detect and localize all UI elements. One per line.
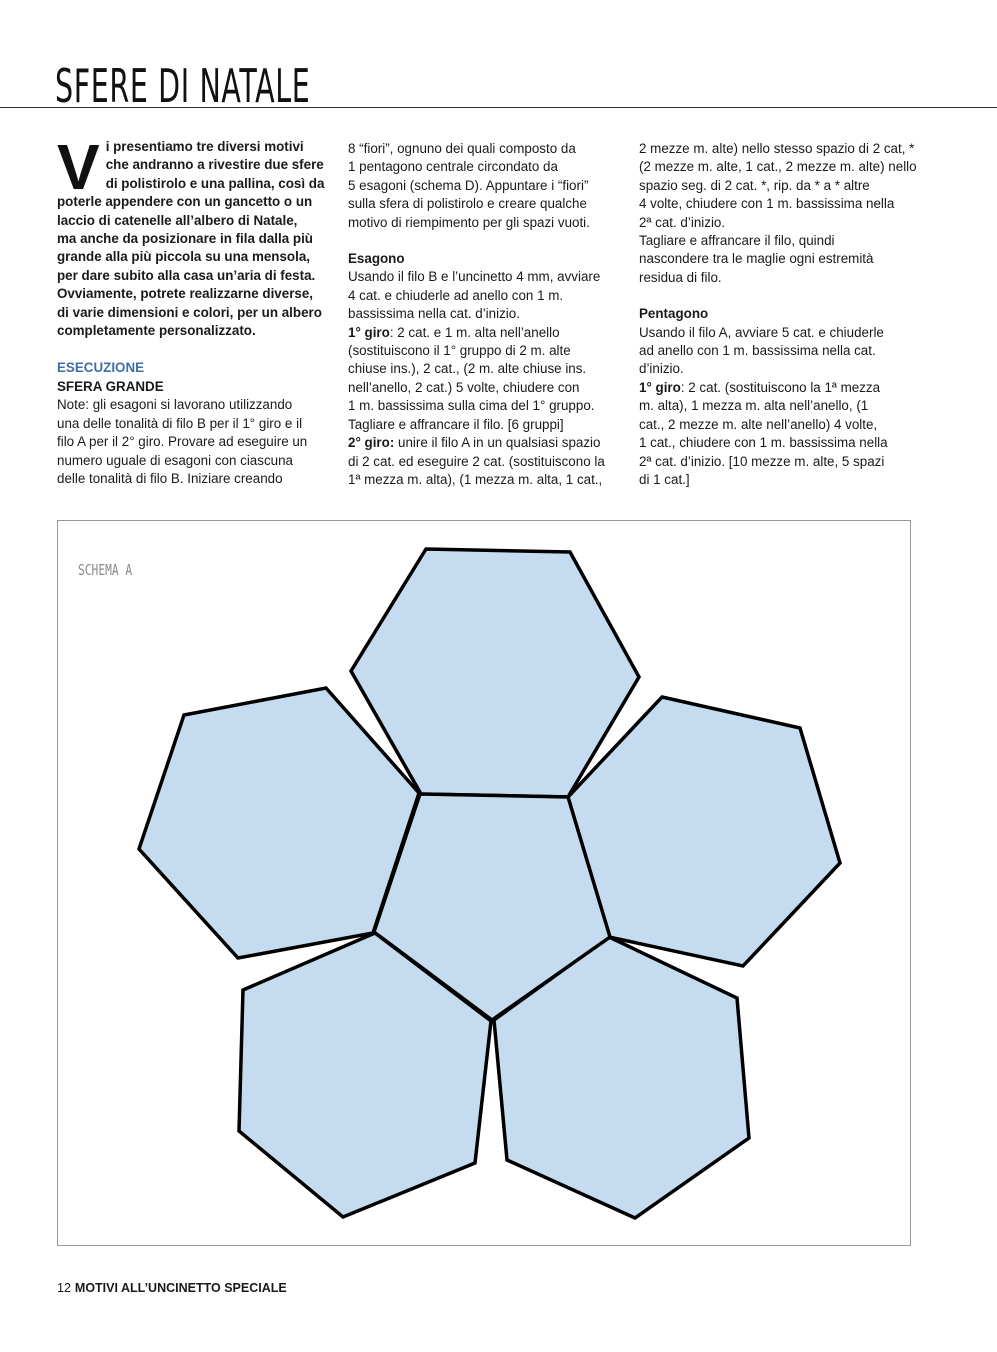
hexagon-right [568, 697, 840, 966]
intro-line: poterle appendere con un gancetto o un [57, 194, 313, 210]
pentagono-start-paragraph [639, 324, 914, 379]
column-1 [57, 131, 325, 488]
text-line: 1 pentagono centrale circondato da [348, 159, 558, 175]
text-line: 2ª cat. d’inizio. [10 mezze m. alte, 5 spazi [639, 453, 885, 469]
column-2 [348, 140, 620, 489]
giro1-text: : 2 cat. e 1 m. alta nell’anello [389, 324, 560, 340]
hexagon-top [351, 549, 639, 797]
text-line: 1 cat., chiudere con 1 m. bassissima nella [639, 435, 888, 451]
page-title: SFERE DI NATALE [55, 59, 311, 113]
text-line: 5 esagoni (schema D). Appuntare i “fiori” [348, 177, 589, 193]
schema-a-diagram [58, 521, 912, 1247]
pentagono-giro1 [639, 379, 914, 489]
pentagono-giro1-text: : 2 cat. (sostituiscono la 1ª mezza [680, 379, 881, 395]
text-line: 2ª cat. d’inizio. [639, 214, 726, 230]
intro-line: i presentiamo tre diversi motivi [105, 139, 304, 154]
giro1-lines [348, 342, 620, 434]
pentagono-giro1-lines [639, 397, 914, 489]
text-line: nascondere tra le maglie ogni estremità [639, 251, 874, 267]
column-3 [639, 140, 917, 489]
text-line: 1 m. bassissima sulla cima del 1° gruppo. [348, 398, 595, 414]
giro2-lines [348, 453, 620, 490]
schema-label: SCHEMA A [78, 561, 133, 579]
text-line: m. alta), 1 mezza m. alta nell’anello, (1 [639, 398, 869, 414]
text-line: di 2 cat. ed eseguire 2 cat. (sostituiscono la [348, 453, 605, 469]
intro-line: laccio di catenelle all’albero di Natale, [57, 212, 298, 228]
intro-line: grande alla più piccola su una mensola, [57, 249, 311, 265]
text-line: filo A per il 2° giro. Provare ad eseguire un [57, 434, 308, 450]
schema-a-box [57, 520, 911, 1246]
page-footer [57, 1281, 287, 1295]
drop-cap: V [57, 131, 100, 203]
text-line: Usando il filo B e l’uncinetto 4 mm, avviare [348, 269, 601, 285]
text-line: d’inizio. [639, 361, 684, 377]
esagono-continued-paragraph [639, 140, 917, 287]
intro-line: che andranno a rivestire due sfere [105, 157, 324, 173]
esagono-giro2 [348, 434, 620, 489]
title-rule [0, 107, 997, 108]
flower-paragraph [348, 140, 620, 232]
section-heading-esecuzione: ESECUZIONE [57, 360, 145, 376]
intro-line: per dare subito alla casa un’aria di festa. [57, 267, 316, 283]
text-line: (2 mezze m. alte, 1 cat., 2 mezze m. alte) nello [639, 159, 917, 175]
text-line: Tagliare e affrancare il filo. [6 gruppi] [348, 416, 564, 432]
text-line: sulla sfera di polistirolo e creare qualche [348, 196, 587, 212]
subheading-sfera-grande: SFERA GRANDE [57, 378, 164, 394]
intro-line: ma anche da posizionare in fila dalla più [57, 231, 313, 247]
text-line: cat., 2 mezze m. alte nell’anello) 4 volte, [639, 416, 878, 432]
text-line: 4 cat. e chiuderle ad anello con 1 m. [348, 287, 564, 303]
giro2-label: 2° giro: [348, 435, 395, 451]
text-line: bassissima nella cat. d’inizio. [348, 306, 520, 322]
giro1-label: 1° giro [348, 324, 390, 340]
heading-esagono: Esagono [348, 251, 405, 267]
text-line: Tagliare e affrancare il filo, quindi [639, 233, 835, 249]
text-line: Note: gli esagoni si lavorano utilizzando [57, 397, 293, 413]
intro-line: Ovviamente, potrete realizzarne diverse, [57, 286, 314, 302]
text-line: 4 volte, chiudere con 1 m. bassissima nella [639, 196, 895, 212]
intro-line: completamente personalizzato. [57, 323, 256, 339]
text-line: numero uguale di esagoni con ciascuna [57, 452, 293, 468]
text-line: 1ª mezza m. alta), (1 mezza m. alta, 1 cat., [348, 471, 603, 487]
text-line: di 1 cat.] [639, 471, 690, 487]
heading-pentagono: Pentagono [639, 306, 709, 322]
text-line: spazio seg. di 2 cat. *, rip. da * a * altre [639, 177, 870, 193]
text-line: chiuse ins.), 2 cat., (2 m. alte chiuse ins. [348, 361, 587, 377]
text-line: 8 “fiori”, ognuno dei quali composto da [348, 141, 576, 156]
text-line: motivo di riempimento per gli spazi vuoti. [348, 214, 590, 230]
esagono-start-paragraph [348, 268, 620, 323]
intro-paragraph [57, 131, 325, 340]
intro-line: di varie dimensioni e colori, per un albero [57, 304, 322, 320]
magazine-name: MOTIVI ALL’UNCINETTO SPECIALE [74, 1281, 287, 1295]
text-line: Usando il filo A, avviare 5 cat. e chiuderle [639, 324, 884, 340]
text-line: residua di filo. [639, 269, 722, 285]
esagono-giro1 [348, 324, 620, 434]
text-line: 2 mezze m. alte) nello stesso spazio di 2 cat, * [639, 141, 915, 156]
text-line: delle tonalità di filo B. Iniziare creando [57, 470, 283, 486]
text-line: ad anello con 1 m. bassissima nella cat. [639, 343, 876, 359]
giro2-text: unire il filo A in un qualsiasi spazio [394, 435, 601, 451]
text-line: (sostituiscono il 1° gruppo di 2 m. alte [348, 343, 571, 359]
text-line: nell’anello, 2 cat.) 5 volte, chiudere con [348, 379, 580, 395]
intro-line: di polistirolo e una pallina, così da [105, 175, 325, 191]
page-number: 12 [57, 1281, 71, 1295]
pentagono-giro1-label: 1° giro [639, 379, 681, 395]
note-paragraph [57, 396, 325, 488]
text-line: una delle tonalità di filo B per il 1° giro e il [57, 415, 303, 431]
